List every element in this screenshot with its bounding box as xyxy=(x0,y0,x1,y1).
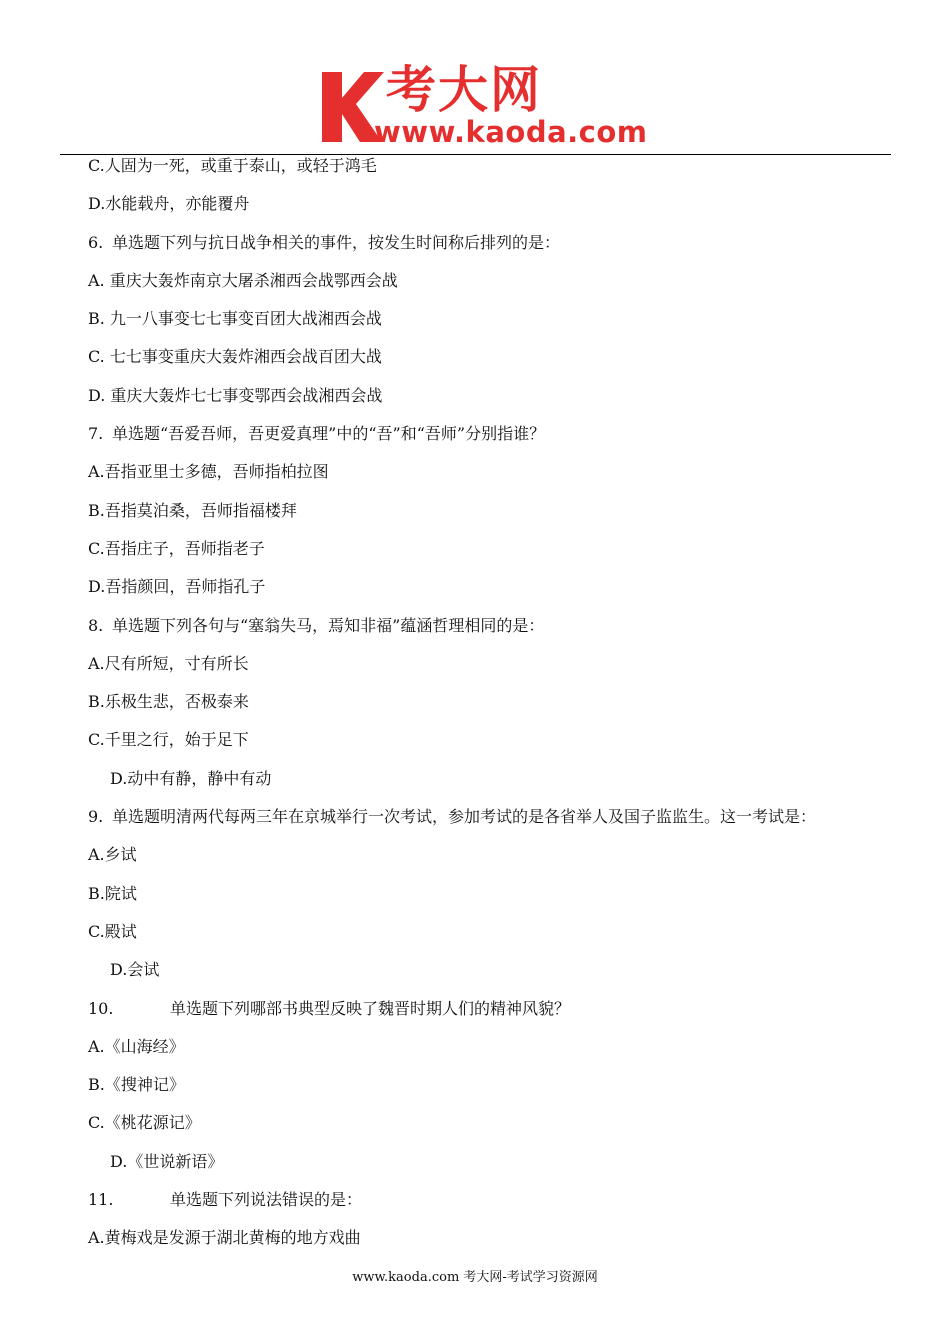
line-text: C.《桃花源记》 xyxy=(88,1113,201,1133)
line-text: 单选题下列与抗日战争相关的事件，按发生时间称后排列的是： xyxy=(112,232,561,252)
question-line xyxy=(88,224,888,262)
line-text: 单选题下列说法错误的是： xyxy=(170,1190,363,1210)
question-number: 9. xyxy=(88,807,104,827)
option-line xyxy=(88,760,888,798)
question-number: 8. xyxy=(88,615,104,635)
question-line xyxy=(88,1181,888,1219)
option-line xyxy=(88,1219,888,1257)
line-text: A.吾指亚里士多德，吾师指柏拉图 xyxy=(88,462,329,482)
option-line xyxy=(88,147,888,185)
line-text: D.动中有静，静中有动 xyxy=(110,768,272,788)
line-text: B.院试 xyxy=(88,883,137,903)
line-text: B.吾指莫泊桑，吾师指福楼拜 xyxy=(88,500,297,520)
line-text: D.会试 xyxy=(110,960,160,980)
option-line xyxy=(88,300,888,338)
line-text: A.乡试 xyxy=(88,845,137,865)
option-line xyxy=(88,492,888,530)
line-text: 单选题明清两代每两三年在京城举行一次考试，参加考试的是各省举人及国子监监生。这一考试是： xyxy=(112,807,817,827)
option-line xyxy=(88,568,888,606)
line-text: B.《搜神记》 xyxy=(88,1075,185,1095)
line-text: B.乐极生悲，否极泰来 xyxy=(88,692,249,712)
option-line xyxy=(88,1028,888,1066)
question-line xyxy=(88,990,888,1028)
line-text: A.《山海经》 xyxy=(88,1036,185,1056)
line-text: 单选题“吾爱吾师，吾更爱真理”中的“吾”和“吾师”分别指谁？ xyxy=(112,424,546,444)
kaoda-logo xyxy=(316,61,648,150)
option-line xyxy=(88,836,888,874)
logo-brand-text: 考大网 xyxy=(386,61,542,119)
option-line xyxy=(88,262,888,300)
option-line xyxy=(88,338,888,376)
line-text: D.《世说新语》 xyxy=(110,1151,224,1171)
option-line xyxy=(88,377,888,415)
line-text: A.尺有所短，寸有所长 xyxy=(88,653,249,673)
line-text: A.黄梅戏是发源于湖北黄梅的地方戏曲 xyxy=(88,1228,361,1248)
question-number: 10. xyxy=(88,998,114,1018)
line-text: 单选题下列各句与“塞翁失马，焉知非福”蕴涵哲理相同的是： xyxy=(112,615,545,635)
option-line xyxy=(88,185,888,223)
option-line xyxy=(88,683,888,721)
logo-url-text: www.kaoda.com xyxy=(374,115,648,149)
option-line xyxy=(88,1143,888,1181)
line-text: C.千里之行，始于足下 xyxy=(88,730,249,750)
option-line xyxy=(88,875,888,913)
line-text: A. 重庆大轰炸南京大屠杀湘西会战鄂西会战 xyxy=(88,270,398,290)
option-line xyxy=(88,1066,888,1104)
option-line xyxy=(88,1104,888,1142)
question-list xyxy=(88,147,888,1258)
line-text: C. 七七事变重庆大轰炸湘西会战百团大战 xyxy=(88,347,382,367)
line-text: 单选题下列哪部书典型反映了魏晋时期人们的精神风貌？ xyxy=(170,998,571,1018)
line-text: C.吾指庄子，吾师指老子 xyxy=(88,538,265,558)
line-text: D.吾指颜回，吾师指孔子 xyxy=(88,577,266,597)
option-line xyxy=(88,721,888,759)
option-line xyxy=(88,951,888,989)
line-text: C.殿试 xyxy=(88,921,137,941)
option-line xyxy=(88,913,888,951)
option-line xyxy=(88,645,888,683)
page-footer: www.kaoda.com 考大网-考试学习资源网 xyxy=(352,1270,598,1285)
question-line xyxy=(88,798,888,836)
question-line xyxy=(88,607,888,645)
question-number: 6. xyxy=(88,232,104,252)
option-line xyxy=(88,453,888,491)
question-number: 7. xyxy=(88,424,104,444)
line-text: D.水能载舟，亦能覆舟 xyxy=(88,194,250,214)
line-text: D. 重庆大轰炸七七事变鄂西会战湘西会战 xyxy=(88,385,383,405)
option-line xyxy=(88,530,888,568)
line-text: C.人固为一死，或重于泰山，或轻于鸿毛 xyxy=(88,156,377,175)
line-text: B. 九一八事变七七事变百团大战湘西会战 xyxy=(88,309,382,329)
question-line xyxy=(88,415,888,453)
question-number: 11. xyxy=(88,1190,114,1210)
